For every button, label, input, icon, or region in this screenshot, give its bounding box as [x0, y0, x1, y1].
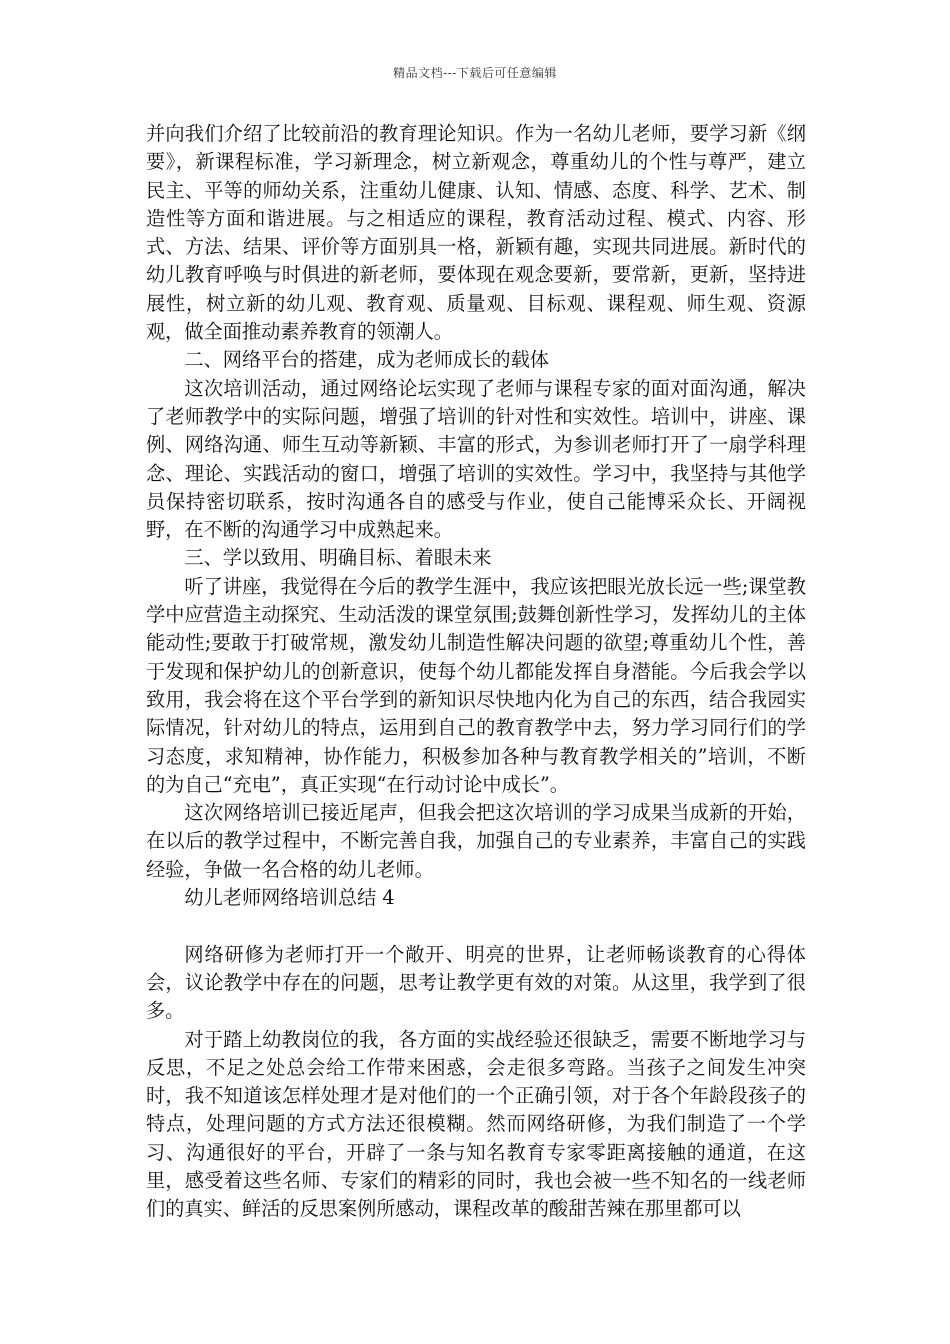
document-body [146, 120, 806, 1224]
paragraph: 这次培训活动，通过网络论坛实现了老师与课程专家的面对面沟通，解决了老师教学中的实际问题，增强了培训的针对性和实效性。培训中，讲座、课例、网络沟通、师生互动等新颖、丰富的形式，为参训老师打开了一扇学科理念、理论、实践活动的窗口，增强了培训的实效性。学习中，我坚持与其他学员保持密切联系，按时沟通各自的感受与作业，使自己能博采众长、开阔视野，在不断的沟通学习中成熟起来。 [146, 376, 806, 542]
paragraph: 网络研修为老师打开一个敞开、明亮的世界，让老师畅谈教育的心得体会，议论教学中存在的问题，思考让教学更有效的对策。从这里，我学到了很多。 [146, 942, 806, 1023]
paragraph: 这次网络培训已接近尾声，但我会把这次培训的学习成果当成新的开始，在以后的教学过程中，不断完善自我，加强自己的专业素养，丰富自己的实践经验，争做一名合格的幼儿老师。 [146, 801, 806, 881]
blank-line [146, 912, 806, 940]
paragraph: 对于踏上幼教岗位的我，各方面的实战经验还很缺乏，需要不断地学习与反思，不足之处总会给工作带来困惑，会走很多弯路。当孩子之间发生冲突时，我不知道该怎样处理才是对他们的一个正确引领，对于各个年龄段孩子的特点，处理问题的方式方法还很模糊。然而网络研修，为我们制造了一个学习、沟通很好的平台，开辟了一条与知名教育专家零距离接触的通道，在这里，感受着这些名师、专家们的精彩的同时，我也会被一些不知名的一线老师们的真实、鲜活的反思案例所感动，课程改革的酸甜苦辣在那里都可以 [146, 1027, 806, 1221]
paragraph: 并向我们介绍了比较前沿的教育理论知识。作为一名幼儿老师，要学习新《纲要》，新课程标准，学习新理念，树立新观念，尊重幼儿的个性与尊严，建立民主、平等的师幼关系，注重幼儿健康、认知、情感、态度、科学、艺术、制造性等方面和谐进展。与之相适应的课程，教育活动过程、模式、内容、形式、方法、结果、评价等方面别具一格，新颖有趣，实现共同进展。新时代的幼儿教育呼唤与时俱进的新老师，要体现在观念要新，要常新，更新，坚持进展性，树立新的幼儿观、教育观、质量观、目标观、课程观、师生观、资源观，做全面推动素养教育的领潮人。 [146, 122, 806, 344]
paragraph: 听了讲座，我觉得在今后的教学生涯中，我应该把眼光放长远一些;课堂教学中应营造主动探究、生动活泼的课堂氛围;鼓舞创新性学习，发挥幼儿的主体能动性;要敢于打破常规，激发幼儿制造性解决问题的欲望;尊重幼儿个性，善于发现和保护幼儿的创新意识，使每个幼儿都能发挥自身潜能。今后我会学以致用，我会将在这个平台学到的新知识尽快地内化为自己的东西，结合我园实际情况，针对幼儿的特点，运用到自己的教育教学中去，努力学习同行们的学习态度，求知精神，协作能力，积极参加各种与教育教学相关的”培训，不断的为自己“充电”，真正实现“在行动讨论中成长”。 [146, 574, 806, 796]
section-heading: 三、学以致用、明确目标、着眼未来 [184, 546, 492, 570]
page-header: 精品文档---下载后可任意编辑 [393, 66, 557, 80]
section-heading: 二、网络平台的搭建，成为老师成长的载体 [184, 348, 549, 372]
article-title: 幼儿老师网络培训总结 4 [184, 886, 395, 910]
